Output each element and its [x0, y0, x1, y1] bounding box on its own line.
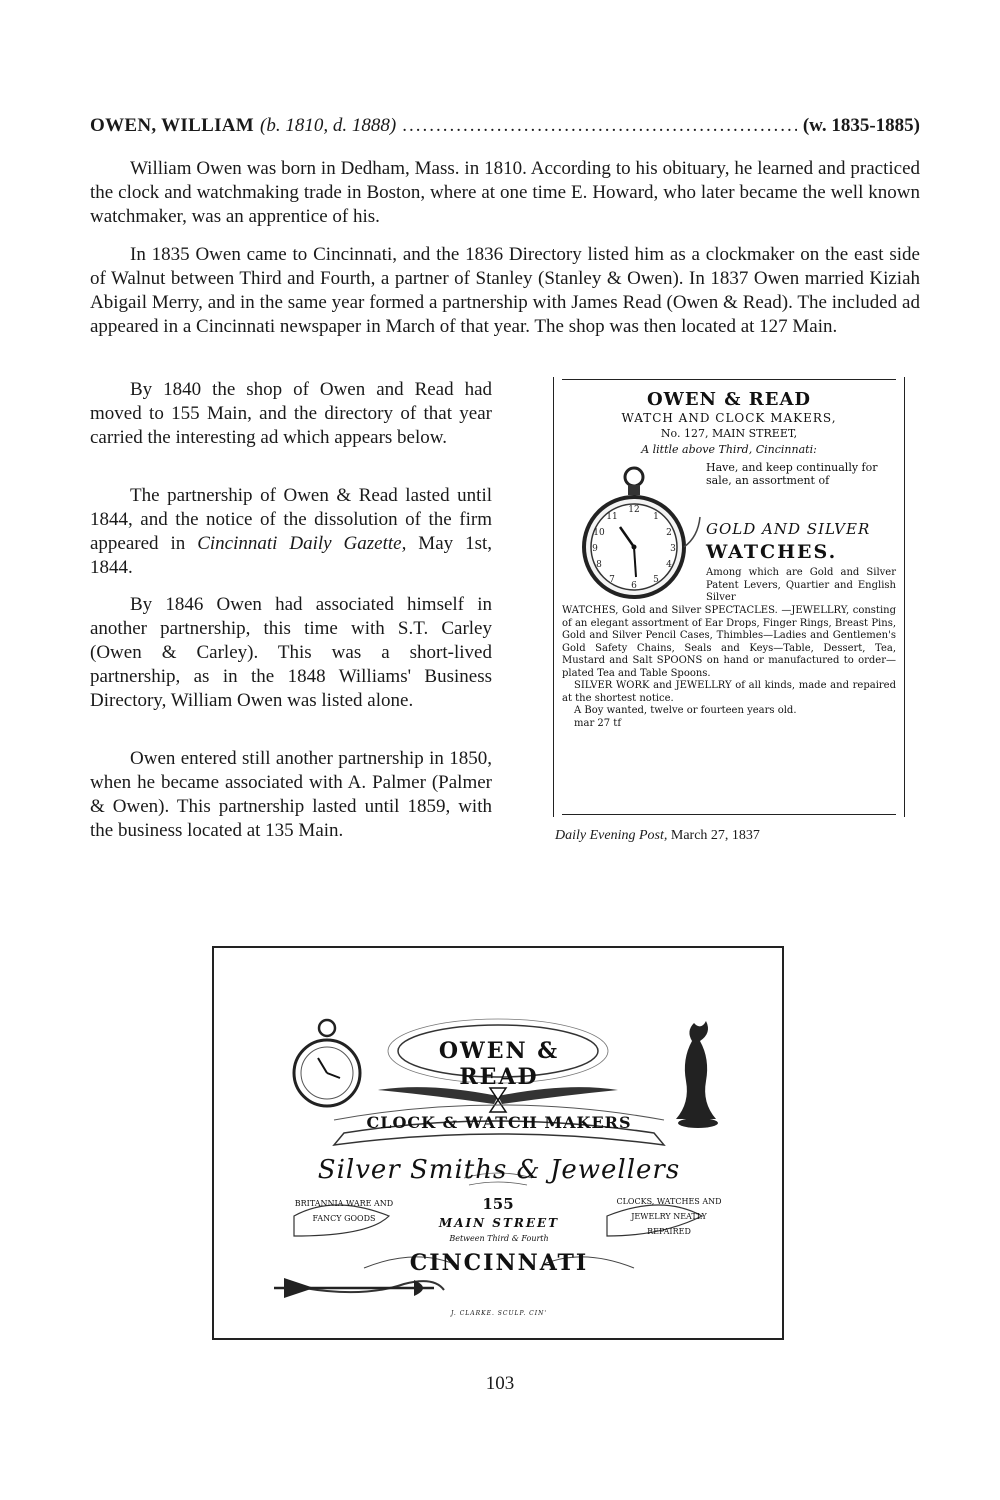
- card-right-scroll: CLOCKS, WATCHES AND JEWELRY NEATLY REPAIRED: [616, 1197, 722, 1236]
- ad-caption: [555, 828, 760, 844]
- ad-body-date-code: mar 27 tf: [574, 717, 622, 729]
- svg-text:5: 5: [653, 575, 659, 585]
- ad-watches-heading: WATCHES.: [706, 541, 838, 563]
- svg-text:6: 6: [631, 581, 637, 591]
- ad-location: A little above Third, Cincinnati:: [641, 443, 817, 456]
- ad-bottom-rule: [562, 814, 896, 815]
- entry-working-dates: (w. 1835-1885): [802, 115, 920, 136]
- page-number: 103: [485, 1373, 515, 1394]
- svg-text:1: 1: [653, 512, 659, 522]
- paragraph-1846: By 1846 Owen had associated himself in another partnership, this time with S.T. Carley (Owen & Carley). This was a short-lived partnership, as in the 1848 Williams' Business Directory, William Owen was listed alone.: [90, 594, 492, 711]
- svg-text:12: 12: [628, 505, 640, 515]
- entry-heading: [90, 115, 920, 137]
- pocket-watch-icon: [576, 465, 704, 605]
- paragraph-dissolution: [90, 484, 492, 580]
- caption-publication: Daily Evening Post,: [555, 828, 668, 843]
- svg-text:7: 7: [609, 575, 615, 585]
- trade-card-engraving: [214, 948, 782, 1338]
- dissolution-text-b: May 1st, 1844.: [90, 533, 492, 578]
- ad-gold-silver: GOLD AND SILVER: [706, 520, 871, 538]
- ad-title: OWEN & READ: [646, 389, 812, 410]
- dissolution-text-a: The partnership of Owen & Read lasted until 1844, and the notice of the dissolution of the firm appeared in: [90, 485, 492, 554]
- caption-date: March 27, 1837: [667, 828, 760, 843]
- svg-text:3: 3: [670, 544, 676, 554]
- card-trade: CLOCK & WATCH MAKERS: [366, 1113, 632, 1132]
- watch-icon: [294, 1020, 360, 1106]
- card-city: CINCINNATI: [409, 1250, 589, 1276]
- ewer-icon: [676, 1021, 718, 1128]
- card-street: MAIN STREET: [438, 1216, 560, 1230]
- svg-text:9: 9: [592, 544, 598, 554]
- winged-hourglass-icon: [378, 1087, 618, 1112]
- card-between: Between Third & Fourth: [449, 1234, 549, 1243]
- svg-text:11: 11: [606, 512, 618, 522]
- card-left-scroll: BRITANNIA WARE AND FANCY GOODS: [294, 1199, 394, 1223]
- svg-text:2: 2: [666, 528, 672, 538]
- ad-body: [562, 605, 896, 730]
- entry-name: OWEN, WILLIAM: [90, 115, 255, 136]
- ad-have-text: Have, and keep continually for sale, an assortment of: [706, 461, 878, 487]
- paragraph-cincinnati: In 1835 Owen came to Cincinnati, and the 1836 Directory listed him as a clockmaker on the east side of Walnut between Third and Fourth, a partner of Stanley (Stanley & Owen). In 1837 Owen married Kiziah Abigail Merry, and in the same year formed a partnership with James Read (Owen & Read). The included ad appeared in a Cincinnati newspaper in March of that year. The shop was then located at 127 Main.: [90, 244, 920, 337]
- svg-text:10: 10: [593, 528, 605, 538]
- ad-top-rule: [562, 379, 896, 380]
- trade-card: [212, 946, 784, 1340]
- entry-life-dates: (b. 1810, d. 1888): [260, 115, 397, 136]
- ad-subtitle: WATCH AND CLOCK MAKERS,: [621, 411, 837, 425]
- newspaper-ad: [553, 377, 905, 817]
- card-street-number: 155: [482, 1195, 514, 1213]
- card-engraver: J. CLARKE. SCULP. CIN': [450, 1310, 548, 1317]
- svg-text:4: 4: [666, 560, 672, 570]
- dot-leader: [402, 115, 797, 137]
- ad-body-boy-wanted: A Boy wanted, twelve or fourteen years old.: [574, 705, 797, 716]
- ad-body-inventory: WATCHES, Gold and Silver SPECTACLES. —JEWELLRY, consting of an elegant assortment of Ear Drops, Finger Rings, Breast Pins, Gold and Silver Pencil Cases, Thimbles—Ladies and Gentlemen's Gold Safety Chains, Seals and Keys—Table, Dessert, Tea, Mustard and Salt SPOONS on hand or manufactured to order—plated Tea and Table Spoons.: [562, 605, 896, 679]
- ad-among-text: Among which are Gold and Silver Patent Levers, Quartier and English Silver: [706, 567, 896, 603]
- card-firm-name: OWEN & READ: [438, 1038, 560, 1090]
- paragraph-1840: By 1840 the shop of Owen and Read had moved to 155 Main, and the directory of that year carried the interesting ad which appears below.: [90, 379, 492, 448]
- newspaper-title: Cincinnati Daily Gazette,: [197, 533, 407, 554]
- ad-address: No. 127, MAIN STREET,: [660, 427, 798, 440]
- paragraph-birth: William Owen was born in Dedham, Mass. in 1810. According to his obituary, he learned and practiced the clock and watchmaking trade in Boston, where at one time E. Howard, who later became the well known watchmaker, was an apprentice of his.: [90, 158, 920, 227]
- card-silversmiths: Silver Smiths & Jewellers: [317, 1155, 681, 1185]
- ad-body-silver-work: SILVER WORK and JEWELLRY of all kinds, made and repaired at the shortest notice.: [562, 680, 896, 704]
- svg-text:8: 8: [596, 560, 602, 570]
- paragraph-1850: Owen entered still another partnership in 1850, when he became associated with A. Palmer (Palmer & Owen). This partnership lasted until 1859, with the business located at 135 Main.: [90, 748, 492, 841]
